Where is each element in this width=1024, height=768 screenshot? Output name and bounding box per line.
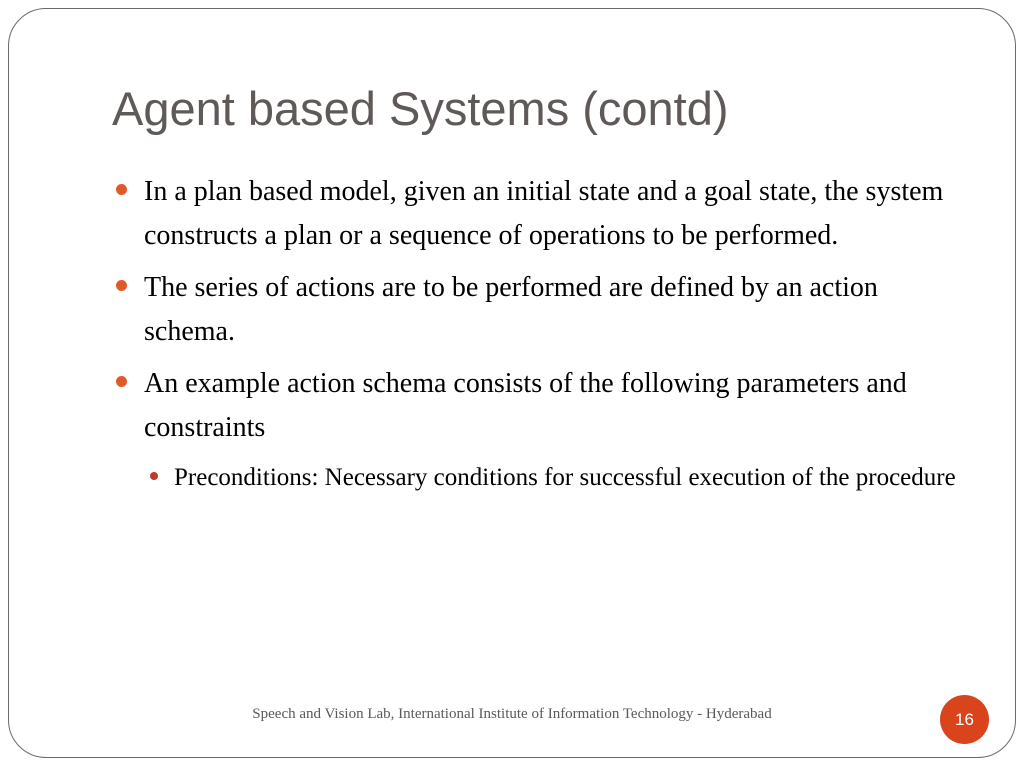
bullet-item (114, 362, 964, 450)
bullet-dot-icon (116, 280, 127, 291)
slide-footer (0, 706, 1024, 723)
bullet-dot-icon (116, 184, 127, 195)
footer-text: Speech and Vision Lab, International Institute of Information Technology - Hyderabad (252, 706, 772, 722)
bullet-dot-icon (116, 376, 127, 387)
bullet-text: In a plan based model, given an initial state and a goal state, the system constructs a plan or a sequence of operations to be performed. (144, 176, 944, 251)
page-number: 16 (955, 709, 974, 729)
sub-bullet-item (144, 458, 964, 498)
sub-bullet-text: Preconditions: Necessary conditions for successful execution of the procedure (174, 464, 956, 491)
slide-content (114, 170, 964, 498)
bullet-text: An example action schema consists of the following parameters and constraints (144, 368, 907, 443)
bullet-item (114, 170, 964, 258)
slide-title: Agent based Systems (contd) (112, 82, 729, 135)
bullet-text: The series of actions are to be performed are defined by an action schema. (144, 272, 878, 347)
bullet-item (114, 266, 964, 354)
page-number-badge (940, 695, 989, 744)
sub-bullet-dot-icon (150, 472, 158, 480)
